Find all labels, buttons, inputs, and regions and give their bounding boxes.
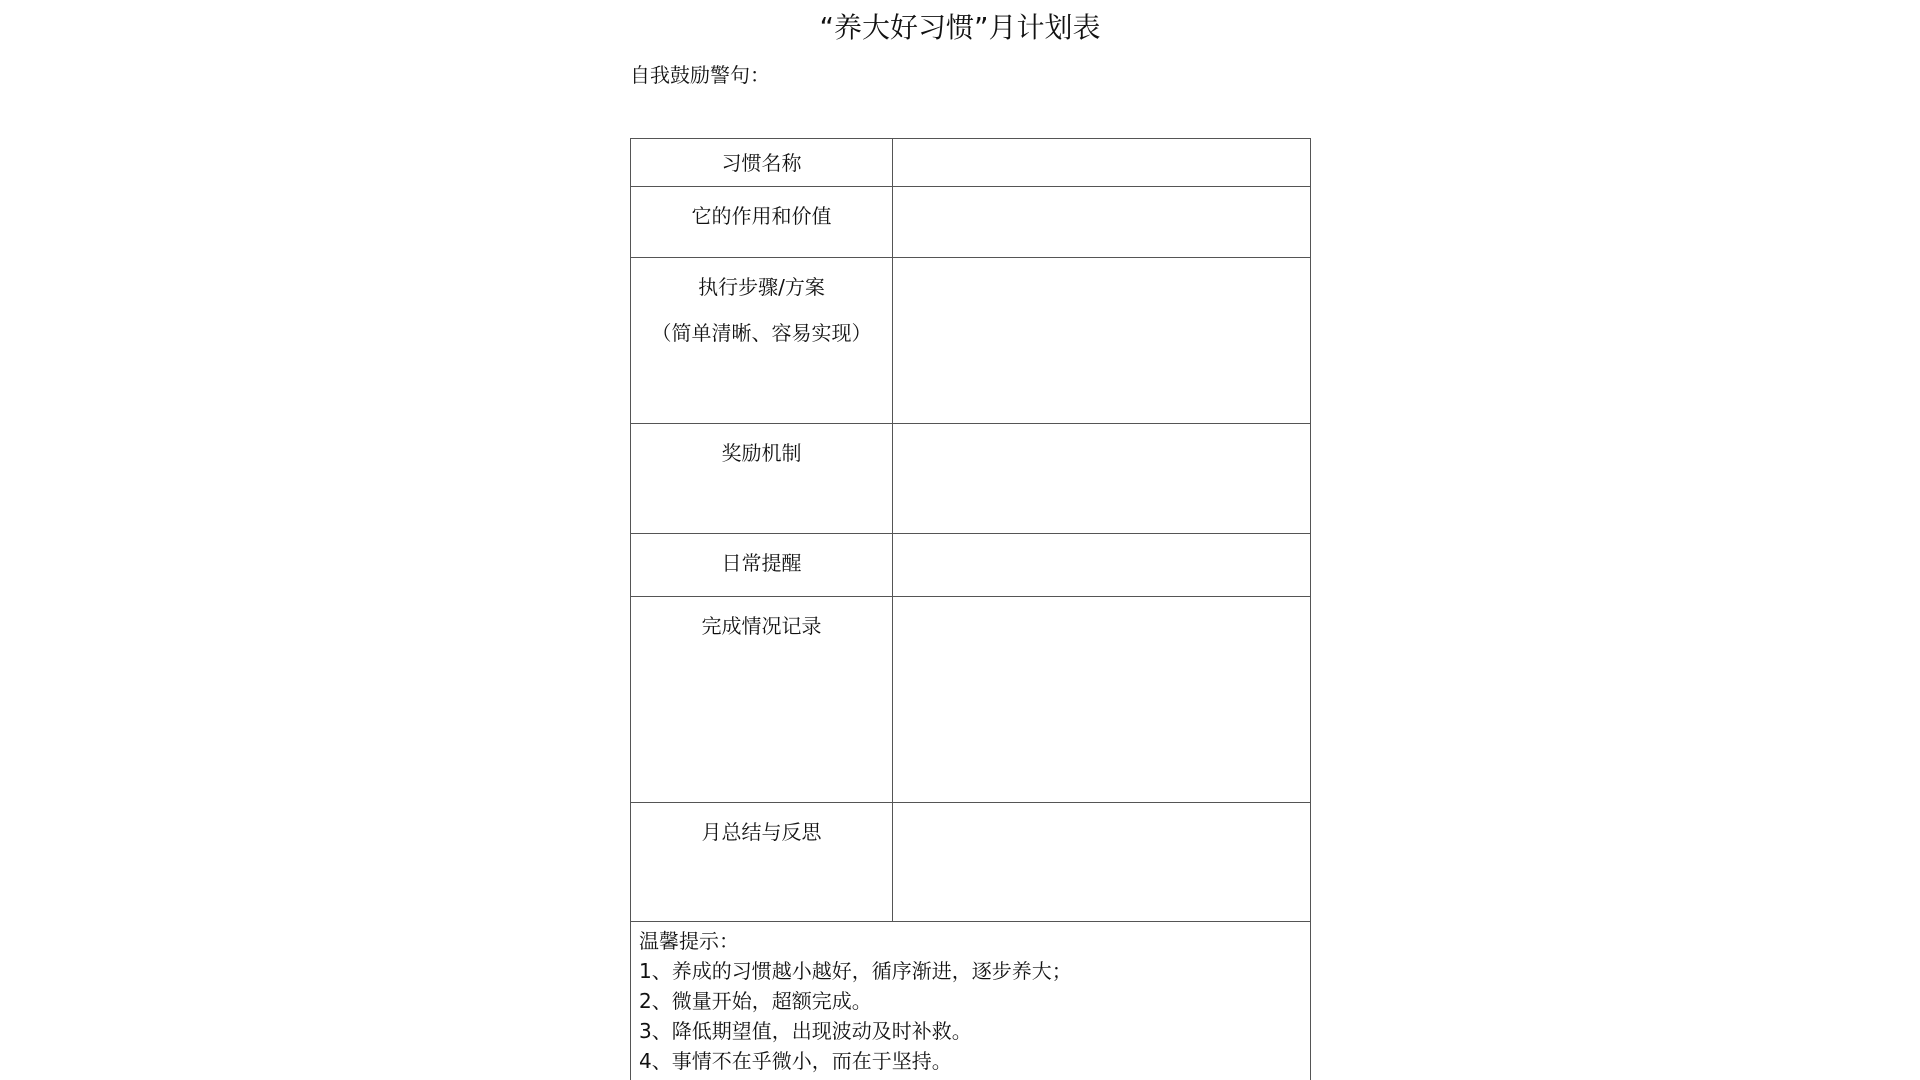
reward-mechanism-label: 奖励机制 bbox=[631, 424, 893, 534]
execution-steps-label: 执行步骤/方案 （简单清晰、容易实现） bbox=[631, 258, 893, 424]
completion-record-value[interactable] bbox=[893, 597, 1311, 803]
tips-row bbox=[631, 922, 1311, 1080]
daily-reminder-value[interactable] bbox=[893, 534, 1311, 597]
daily-reminder-label: 日常提醒 bbox=[631, 534, 893, 597]
tips-heading: 温馨提示： bbox=[639, 929, 739, 953]
tip-item: 3、降低期望值，出现波动及时补救。 bbox=[639, 1019, 972, 1043]
page-title: “养大好习惯”月计划表 bbox=[819, 11, 1101, 44]
monthly-summary-value[interactable] bbox=[893, 803, 1311, 922]
completion-record-label: 完成情况记录 bbox=[631, 597, 893, 803]
table-row bbox=[631, 597, 1311, 803]
tip-item: 1、养成的习惯越小越好，循序渐进，逐步养大； bbox=[639, 959, 1072, 983]
habit-name-label: 习惯名称 bbox=[631, 139, 893, 187]
habit-plan-table bbox=[630, 138, 1311, 1080]
execution-steps-sublabel: （简单清晰、容易实现） bbox=[651, 321, 872, 345]
habit-name-value[interactable] bbox=[893, 139, 1311, 187]
table-row bbox=[631, 258, 1311, 424]
table-row bbox=[631, 534, 1311, 597]
habit-value-label: 它的作用和价值 bbox=[631, 187, 893, 258]
motto-label: 自我鼓励警句： bbox=[630, 63, 770, 87]
reward-mechanism-value[interactable] bbox=[893, 424, 1311, 534]
table-row bbox=[631, 187, 1311, 258]
monthly-summary-label: 月总结与反思 bbox=[631, 803, 893, 922]
execution-steps-value[interactable] bbox=[893, 258, 1311, 424]
tip-item: 4、事情不在乎微小，而在于坚持。 bbox=[639, 1049, 952, 1073]
tip-item: 2、微量开始，超额完成。 bbox=[639, 989, 872, 1013]
table-row bbox=[631, 139, 1311, 187]
habit-value-value[interactable] bbox=[893, 187, 1311, 258]
table-row bbox=[631, 424, 1311, 534]
table-row bbox=[631, 803, 1311, 922]
tips-box bbox=[631, 922, 1311, 1080]
